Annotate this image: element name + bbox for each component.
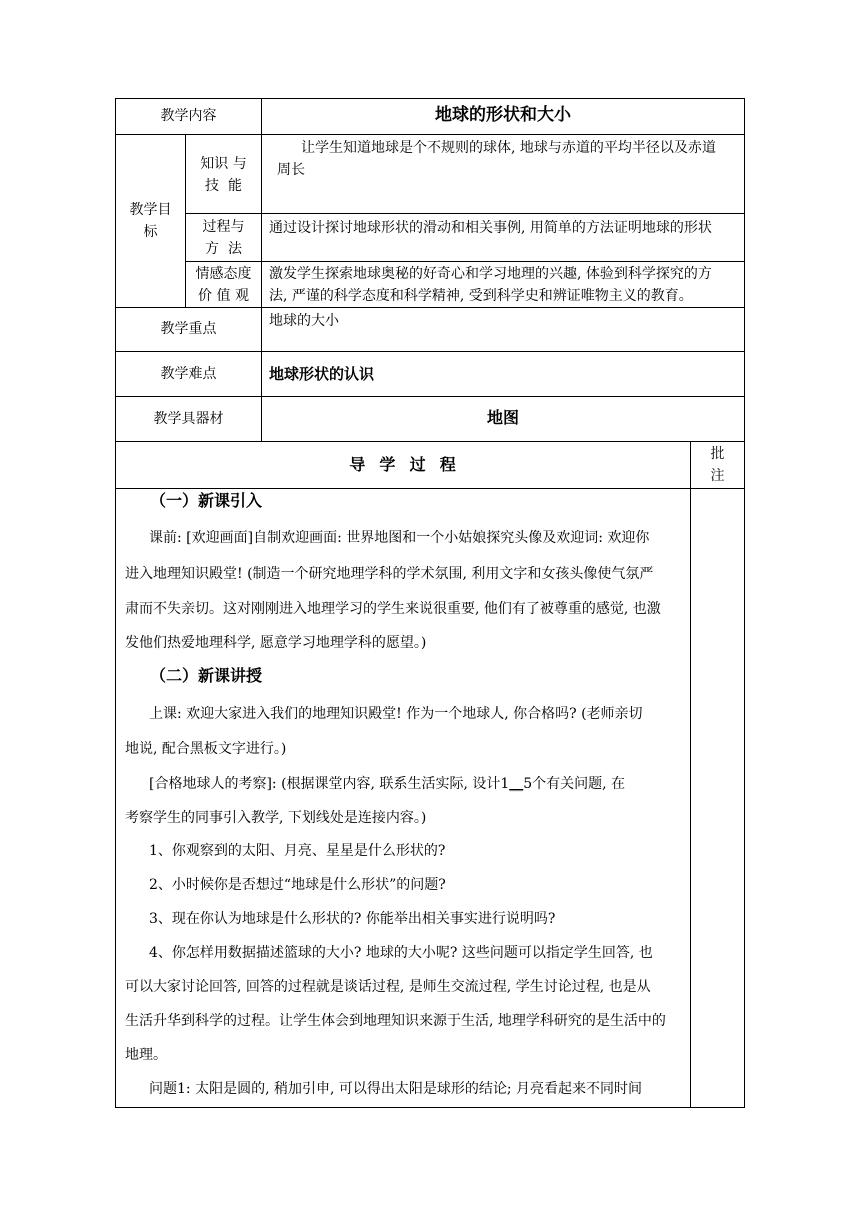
question-3: 3、现在你认为地球是什么形状的? 你能举出相关事实进行说明吗?: [149, 911, 556, 927]
table-border-bottom: [115, 1107, 745, 1108]
p3-line1-start: [合格地球人的考察]: (根据课堂内容, 联系生活实际, 设计1: [149, 776, 510, 792]
knowledge-label-line1: 知识 与: [200, 156, 247, 172]
notes-label-line2: 注: [710, 468, 725, 484]
question-4-line2: 可以大家讨论回答, 回答的过程就是谈话过程, 是师生交流过程, 学生讨论过程, 也是从: [125, 979, 651, 995]
keypoint-text: 地球的大小: [269, 313, 339, 329]
row-divider-process: [185, 261, 745, 262]
problem-1: 问题1: 太阳是圆的, 稍加引申, 可以得出太阳是球形的结论; 月亮看起来不同时间: [149, 1081, 643, 1097]
knowledge-text-line1: 让学生知道地球是个不规则的球体, 地球与赤道的平均半径以及赤道: [301, 140, 716, 156]
knowledge-text-line2: 周长: [277, 162, 305, 178]
p1-line1: 课前: [欢迎画面]自制欢迎画面: 世界地图和一个小姑娘探究头像及欢迎词: 欢迎你: [149, 530, 650, 546]
process-label-line1: 过程与: [202, 219, 245, 235]
p3-line1-end: 5个有关问题, 在: [523, 776, 626, 792]
knowledge-label-line2: 技 能: [205, 178, 242, 194]
table-border-left: [115, 98, 116, 1108]
row-divider-difficulty: [115, 396, 745, 397]
question-4-line3: 生活升华到科学的过程。让学生体会到地理知识来源于生活, 地理学科研究的是生活中的: [125, 1013, 666, 1029]
equipment-text: 地图: [486, 408, 519, 427]
col-divider-notes: [690, 441, 691, 1108]
process-text: 通过设计探讨地球形状的滑动和相关事例, 用简单的方法证明地球的形状: [269, 220, 712, 236]
question-2: 2、小时候你是否想过“地球是什么形状”的问题?: [149, 877, 446, 893]
keypoint-label: 教学重点: [160, 321, 217, 337]
row-divider-equipment: [115, 441, 745, 442]
table-border-top: [115, 98, 745, 99]
emotion-label-line2: 价 值 观: [198, 288, 249, 304]
question-4-line1: 4、你怎样用数据描述篮球的大小? 地球的大小呢? 这些问题可以指定学生回答, 也: [149, 945, 653, 961]
content-label: 教学内容: [160, 108, 217, 124]
objectives-label-line1: 教学目: [129, 202, 172, 218]
p3-line2: 考察学生的同事引入教学, 下划线处是连接内容。): [125, 810, 427, 826]
p1-line3: 肃而不失亲切。这对刚刚进入地理学习的学生来说很重要, 他们有了被尊重的感觉, 也激: [125, 601, 661, 617]
emotion-label-line1: 情感态度: [195, 266, 252, 282]
p3-line1-underline: __: [509, 776, 524, 792]
emotion-text-line1: 激发学生探索地球奥秘的好奇心和学习地理的兴趣, 体验到科学探究的方: [269, 266, 712, 282]
process-heading: 导 学 过 程: [349, 455, 457, 474]
question-4-line4: 地理。: [125, 1047, 167, 1063]
row-divider-content: [115, 134, 745, 135]
row-divider-knowledge: [185, 213, 745, 214]
row-divider-objectives: [115, 307, 745, 308]
p1-line4: 发他们热爱地理科学, 愿意学习地理学科的愿望。): [125, 635, 427, 651]
section2-title: （二）新课讲授: [150, 666, 263, 685]
process-label-line2: 方 法: [205, 241, 242, 257]
p1-line2: 进入地理知识殿堂! (制造一个研究地理学科的学术氛围, 利用文字和女孩头像使气氛严: [125, 566, 654, 582]
difficulty-label: 教学难点: [160, 366, 217, 382]
row-divider-keypoint: [115, 351, 745, 352]
equipment-label: 教学具器材: [153, 411, 224, 427]
row-divider-process-heading: [115, 488, 745, 489]
emotion-text-line2: 法, 严谨的科学态度和科学精神, 受到科学史和辨证唯物主义的教育。: [269, 288, 693, 304]
p2-line1: 上课: 欢迎大家进入我们的地理知识殿堂! 作为一个地球人, 你合格吗? (老师亲切: [149, 706, 643, 722]
section1-title: （一）新课引入: [150, 491, 263, 510]
p3-line1: [149, 773, 625, 795]
p2-line2: 地说, 配合黑板文字进行。): [125, 741, 287, 757]
col-divider-label: [261, 98, 262, 442]
question-1: 1、你观察到的太阳、月亮、星星是什么形状的?: [149, 843, 446, 859]
notes-label-line1: 批: [710, 446, 725, 462]
table-border-right: [744, 98, 745, 1108]
lesson-title: 地球的形状和大小: [435, 105, 571, 125]
objectives-label-line2: 标: [143, 224, 158, 240]
difficulty-text: 地球形状的认识: [269, 365, 375, 383]
